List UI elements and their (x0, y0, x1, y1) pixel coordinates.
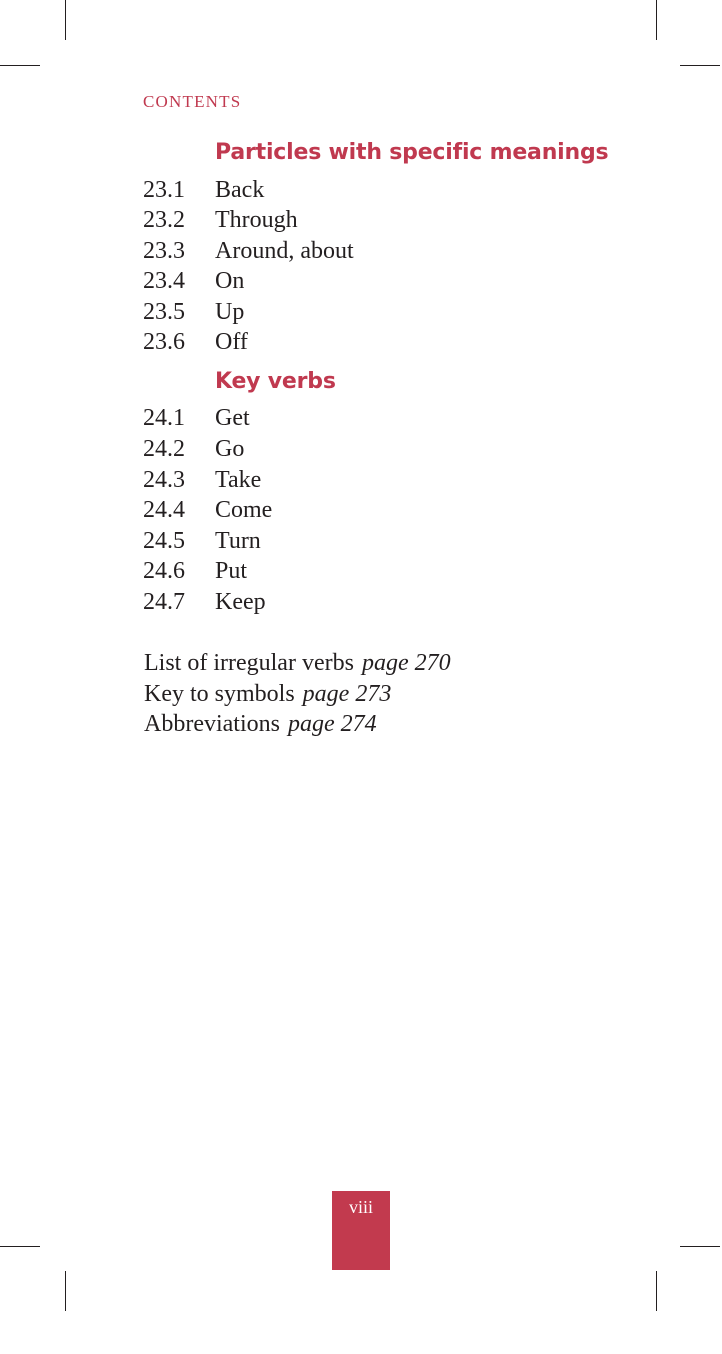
entry-number: 24.7 (143, 589, 185, 615)
crop-mark-top-left-horizontal (0, 65, 40, 66)
running-head: CONTENTS (143, 92, 242, 111)
toc-entry[interactable] (143, 266, 244, 296)
toc-entry[interactable] (143, 327, 248, 357)
toc-entry[interactable] (143, 526, 261, 556)
toc-entry[interactable] (143, 465, 261, 495)
crop-mark-top-right-horizontal (680, 65, 720, 66)
entry-number: 23.4 (143, 268, 185, 294)
appendix-entry[interactable] (144, 648, 451, 678)
section-heading: Particles with specific meanings (215, 140, 609, 165)
appendix-page: page 273 (302, 681, 392, 707)
entry-number: 23.1 (143, 177, 185, 203)
entry-title: Through (215, 207, 298, 233)
entry-number: 24.2 (143, 436, 185, 462)
toc-entry[interactable] (143, 403, 250, 433)
appendix-entry[interactable] (144, 679, 391, 709)
entry-title: Keep (215, 589, 266, 615)
crop-mark-bottom-left-vertical (65, 1271, 66, 1311)
entry-title: On (215, 268, 245, 294)
entry-number: 24.5 (143, 528, 185, 554)
toc-entry[interactable] (143, 297, 244, 327)
entry-title: Come (215, 497, 273, 523)
toc-entry[interactable] (143, 495, 272, 525)
entry-title: Put (215, 558, 248, 584)
crop-mark-top-left-vertical (65, 0, 66, 40)
appendix-page: page 274 (287, 711, 377, 737)
appendix-page: page 270 (361, 650, 451, 676)
entry-number: 24.6 (143, 558, 185, 584)
page-number-tab: viii (332, 1191, 390, 1270)
entry-number: 23.3 (143, 238, 185, 264)
toc-entry[interactable] (143, 175, 264, 205)
entry-number: 23.5 (143, 299, 185, 325)
crop-mark-top-right-vertical (656, 0, 657, 40)
entry-title: Around, about (215, 238, 354, 264)
entry-number: 24.3 (143, 467, 185, 493)
toc-entry[interactable] (143, 556, 247, 586)
crop-mark-bottom-right-horizontal (680, 1246, 720, 1247)
toc-entry[interactable] (143, 587, 266, 617)
entry-title: Go (215, 436, 245, 462)
crop-mark-bottom-left-horizontal (0, 1246, 40, 1247)
entry-title: Up (215, 299, 245, 325)
entry-title: Off (215, 329, 248, 355)
entry-title: Get (215, 405, 250, 431)
crop-mark-bottom-right-vertical (656, 1271, 657, 1311)
entry-number: 24.1 (143, 405, 185, 431)
toc-entry[interactable] (143, 205, 298, 235)
toc-entry[interactable] (143, 434, 244, 464)
entry-number: 23.2 (143, 207, 185, 233)
entry-title: Take (215, 467, 262, 493)
appendix-label: Key to symbols (144, 681, 295, 707)
appendix-label: List of irregular verbs (144, 650, 354, 676)
appendix-label: Abbreviations (144, 711, 280, 737)
entry-title: Turn (215, 528, 261, 554)
appendix-entry[interactable] (144, 709, 377, 739)
entry-title: Back (215, 177, 265, 203)
entry-number: 23.6 (143, 329, 185, 355)
section-heading: Key verbs (215, 369, 336, 394)
toc-entry[interactable] (143, 236, 354, 266)
entry-number: 24.4 (143, 497, 185, 523)
